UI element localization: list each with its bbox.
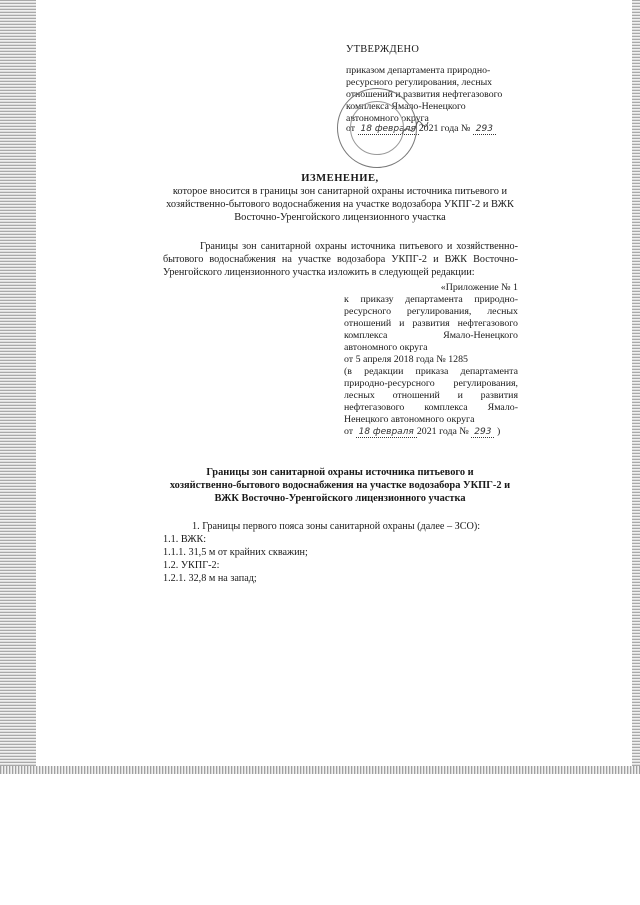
section-title-line: ВЖК Восточно-Уренгойского лицензионного участка xyxy=(214,493,466,504)
approval-date-handwritten: 18 февраля xyxy=(358,124,419,135)
approval-line: комплекса Ямало-Ненецкого xyxy=(346,101,466,112)
appendix-line: к приказу департамента природно- xyxy=(344,294,518,305)
appendix-number-handwritten: 293 xyxy=(471,427,494,438)
change-title: ИЗМЕНЕНИЕ, xyxy=(301,173,379,184)
list-item: 1.1. ВЖК: xyxy=(163,534,207,545)
appendix-line: комплекса Ямало-Ненецкого xyxy=(344,330,518,341)
approval-line: приказом департамента природно- xyxy=(346,65,491,76)
seal-inner-ring xyxy=(350,101,404,155)
approval-line: ресурсного регулирования, лесных xyxy=(346,77,493,88)
signature-mark xyxy=(400,118,430,140)
scan-edge-left xyxy=(0,0,36,772)
scan-edge-right xyxy=(632,0,640,772)
appendix-line: нефтегазового комплекса Ямало- xyxy=(344,402,518,413)
list-item: 1.1.1. 31,5 м от крайних скважин; xyxy=(163,547,308,558)
appendix-date-line xyxy=(344,426,518,438)
appendix-line: от 5 апреля 2018 года № 1285 xyxy=(344,354,468,365)
list-item: 1.2. УКПГ-2: xyxy=(163,560,220,571)
appendix-line: ресурсного регулирования, лесных xyxy=(344,306,518,317)
change-subtitle-line: Восточно-Уренгойского лицензионного участка xyxy=(234,212,446,223)
appendix-date-suffix: 2021 года № xyxy=(416,426,469,437)
appendix-line: (в редакции приказа департамента xyxy=(344,366,518,377)
section-title-line: Границы зон санитарной охраны источника питьевого и xyxy=(206,467,474,478)
intro-paragraph-line: бытового водоснабжения на участке водозабора УКПГ-2 и ВЖК Восточно- xyxy=(163,254,518,265)
list-item: 1.2.1. 32,8 м на запад; xyxy=(163,573,257,584)
appendix-line: автономного округа xyxy=(344,342,428,353)
list-item: 1. Границы первого пояса зоны санитарной охраны (далее – ЗСО): xyxy=(192,521,481,532)
scan-edge-bottom xyxy=(0,766,640,774)
approval-date-suffix: 2021 года № xyxy=(418,123,471,134)
appendix-closing-paren: ) xyxy=(496,426,501,437)
appendix-line: отношений и развития нефтегазового xyxy=(344,318,518,329)
appendix-line: Ненецкого автономного округа xyxy=(344,414,475,425)
approval-heading: УТВЕРЖДЕНО xyxy=(346,44,420,55)
appendix-line: природно-ресурсного регулирования, xyxy=(344,378,518,389)
intro-paragraph-line: Уренгойского лицензионного участка изложить в следующей редакции: xyxy=(163,267,475,278)
intro-paragraph-line: Границы зон санитарной охраны источника питьевого и хозяйственно- xyxy=(200,241,518,252)
approval-line: автономного округа xyxy=(346,113,429,124)
appendix-line: лесных отношений и развития xyxy=(344,390,518,401)
appendix-heading: «Приложение № 1 xyxy=(440,282,518,293)
section-title-line: хозяйственно-бытового водоснабжения на участке водозабора УКПГ-2 и xyxy=(169,480,511,491)
approval-date-prefix: от xyxy=(346,123,356,134)
approval-number-handwritten: 293 xyxy=(473,124,496,135)
appendix-date-prefix: от xyxy=(344,426,354,437)
change-subtitle-line: которое вносится в границы зон санитарной охраны источника питьевого и xyxy=(172,186,508,197)
change-subtitle-line: хозяйственно-бытового водоснабжения на участке водозабора УКПГ-2 и ВЖК xyxy=(166,199,514,210)
approval-line: отношений и развития нефтегазового xyxy=(346,89,503,100)
appendix-date-handwritten: 18 февраля xyxy=(356,427,417,438)
